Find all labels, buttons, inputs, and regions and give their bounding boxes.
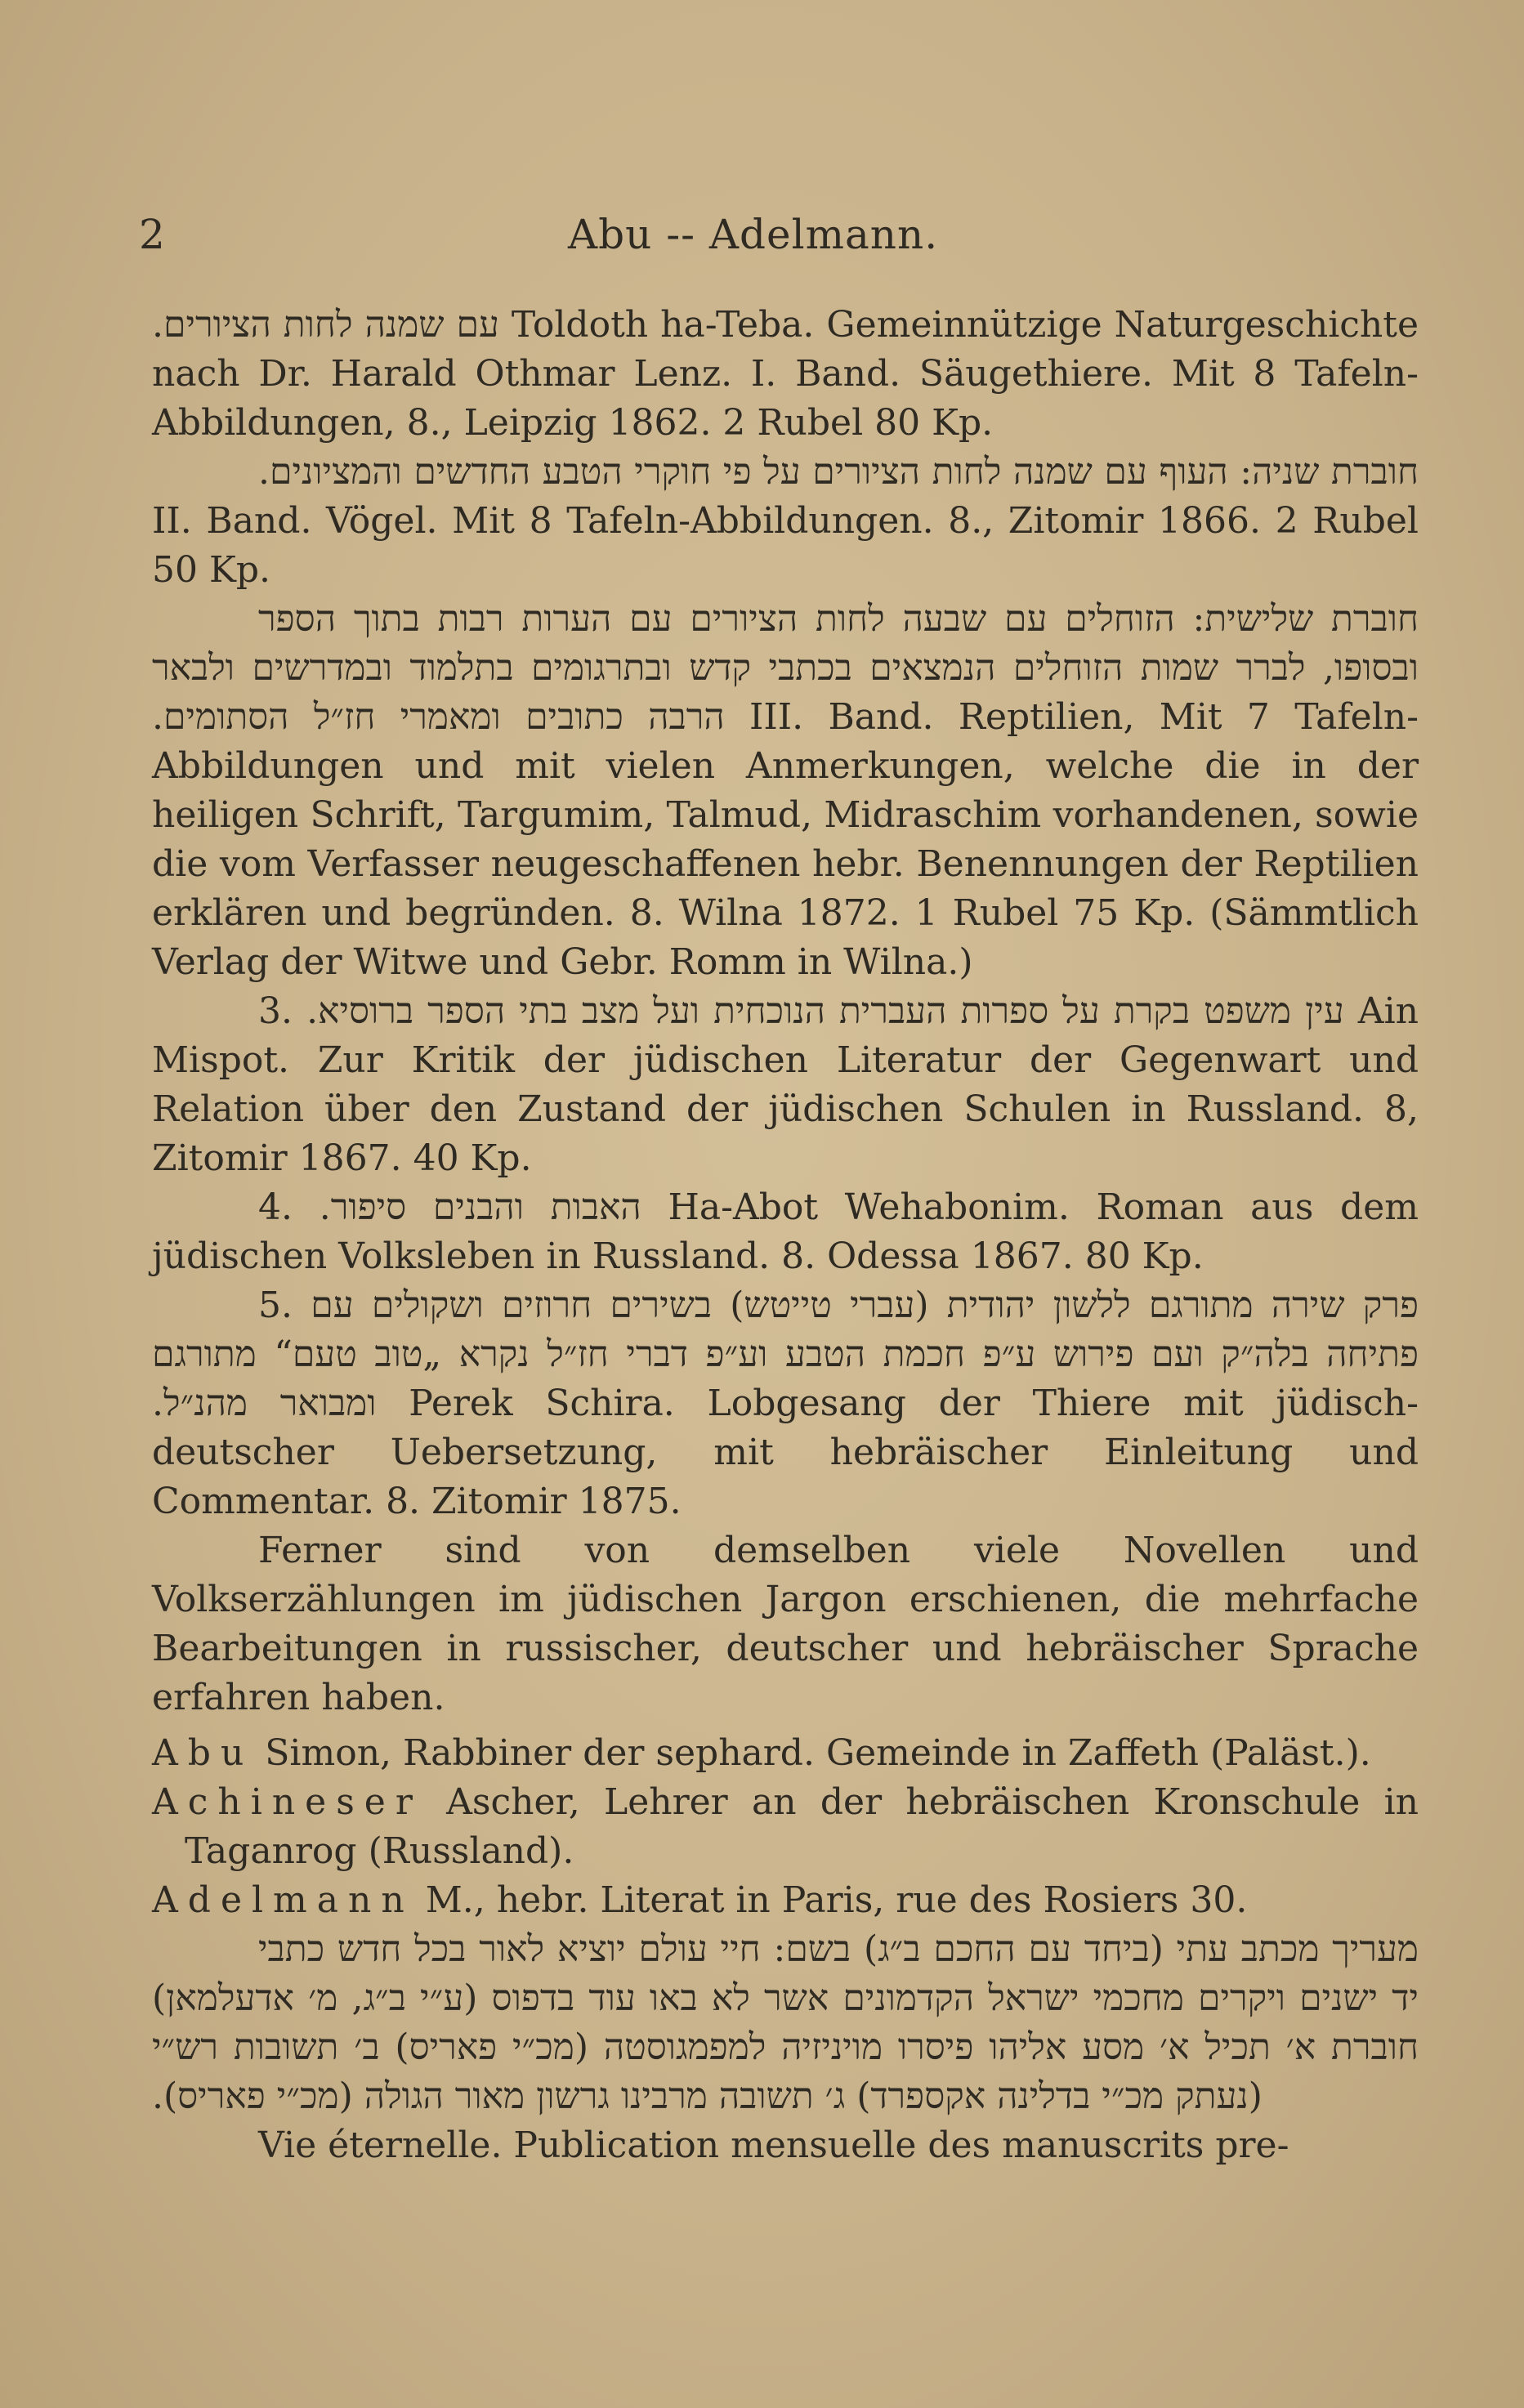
hebrew-title: פרק שירה מתורגם ללשון יהודית (עברי טייטש) בשירים חרוזים ושקולים עם פתיחה בלה״ק ועם פירוש ע״פ חכמת הטבע וע״פ דברי חז״ל נקרא „טוב טעם“ מתורגם ומבואר מהנ״ל. [152, 1284, 1419, 1424]
name-abu: Abu [152, 1732, 254, 1774]
entry-text: Perek Schira. Lobgesang der Thiere mit jüdisch-deutscher Uebersetzung, mit hebräischer Einleitung und Commentar. 8. Zitomir 1875. [152, 1383, 1419, 1522]
entry-number: 3. [258, 990, 293, 1032]
name-achineser: Achineser [152, 1781, 422, 1823]
entry-achineser [152, 1778, 1419, 1876]
entry-6 [152, 1281, 1419, 1526]
running-head: Abu -- Adelmann. [568, 211, 939, 258]
hebrew-title: האבות והבנים סיפור. [319, 1186, 641, 1228]
hebrew-text: מעריך מכתב עתי (ביחד עם החכם ב״ג) בשם: חיי עולם יוציא לאור בכל חדש כתבי יד ישנים ויקרים מחכמי ישראל הקדמונים אשר לא באו עוד בדפוס (ע״י ב״ג, מ׳ אדעלמאן) חוברת א׳ תכיל א׳ מסע אליהו פיסרו מויניזיה למפמגוסטה (מכ״י פאריס) ב׳ תשובות רש״י (נעתק מכ״י בדלינה אקספרד) ג׳ תשובה מרבינו גרשון מאור הגולה (מכ״י פאריס). [152, 1928, 1419, 2117]
entry-1 [152, 301, 1419, 448]
vie-eternelle: Vie éternelle. Publication mensuelle des manuscrits pre- [258, 2124, 1289, 2166]
entry-text: Simon, Rabbiner der sephard. Gemeinde in Zaffeth (Paläst.). [265, 1732, 1371, 1774]
entry-number: 4. [258, 1186, 293, 1228]
entry-adelmann [152, 1876, 1419, 1925]
entry-text: II. Band. Vögel. Mit 8 Tafeln-Abbildungen. 8., Zitomir 1866. 2 Rubel 50 Kp. [152, 500, 1419, 591]
entry-number: 5. [258, 1284, 293, 1326]
hebrew-title: חוברת שניה: העוף עם שמנה לחות הציורים על פי חוקרי הטבע החדשים והמציונים. [258, 451, 1419, 493]
hebrew-title: חוברת שלישית: הזוחלים עם שבעה לחות הציורים עם הערות רבות בתוך הספר ובסופו, לברר שמות הזוחלים הנמצאים בכתבי קדש ובתרגומים בתלמוד ובמדרשים ולבאר הרבה כתובים ומאמרי חז״ל הסתומים. [152, 598, 1419, 738]
entry-2 [152, 448, 1419, 595]
entry-abu [152, 1729, 1419, 1778]
entry-text: Ain Mispot. Zur Kritik der jüdischen Literatur der Gegenwart und Relation über den Zustand der jüdischen Schulen in Russland. 8, Zitomir 1867. 40 Kp. [152, 990, 1419, 1179]
entry-text: M., hebr. Literat in Paris, rue des Rosiers 30. [425, 1879, 1248, 1921]
adelmann-hebrew [152, 1925, 1419, 2121]
hebrew-title: עם שמנה לחות הציורים. [152, 304, 499, 346]
entry-text: Toldoth ha-Teba. Gemeinnützige Naturgeschichte nach Dr. Harald Othmar Lenz. I. Band. Säugethiere. Mit 8 Tafeln-Abbildungen, 8., Leipzig 1862. 2 Rubel 80 Kp. [152, 304, 1419, 444]
page-body [152, 301, 1419, 2170]
ferner-paragraph: Ferner sind von demselben viele Novellen und Volkserzählungen im jüdischen Jargon erschienen, die mehrfache Bearbeitungen in russischer, deutscher und hebräischer Sprache erfahren haben. [152, 1530, 1419, 1718]
entry-3 [152, 595, 1419, 987]
entry-5 [152, 1183, 1419, 1281]
entry-4 [152, 987, 1419, 1183]
entry-text: Ascher, Lehrer an der hebräischen Kronschule in Taganrog (Russland). [185, 1781, 1419, 1872]
page-header [139, 211, 1418, 260]
entry-text: III. Band. Reptilien, Mit 7 Tafeln-Abbildungen und mit vielen Anmerkungen, welche die in der heiligen Schrift, Targumim, Talmud, Midraschim vorhandenen, sowie die vom Verfasser neugeschaffenen hebr. Benennungen der Reptilien erklären und begründen. 8. Wilna 1872. 1 Rubel 75 Kp. (Sämmtlich Verlag der Witwe und Gebr. Romm in Wilna.) [152, 696, 1419, 983]
hebrew-title: עין משפט בקרת על ספרות העברית הנוכחית ועל מצב בתי הספר ברוסיא. [306, 990, 1344, 1032]
entry-text: Ha-Abot Wehabonim. Roman aus dem jüdischen Volksleben in Russland. 8. Odessa 1867. 80 Kp. [152, 1186, 1419, 1277]
name-adelmann: Adelmann [152, 1879, 414, 1921]
page-number: 2 [139, 211, 165, 258]
